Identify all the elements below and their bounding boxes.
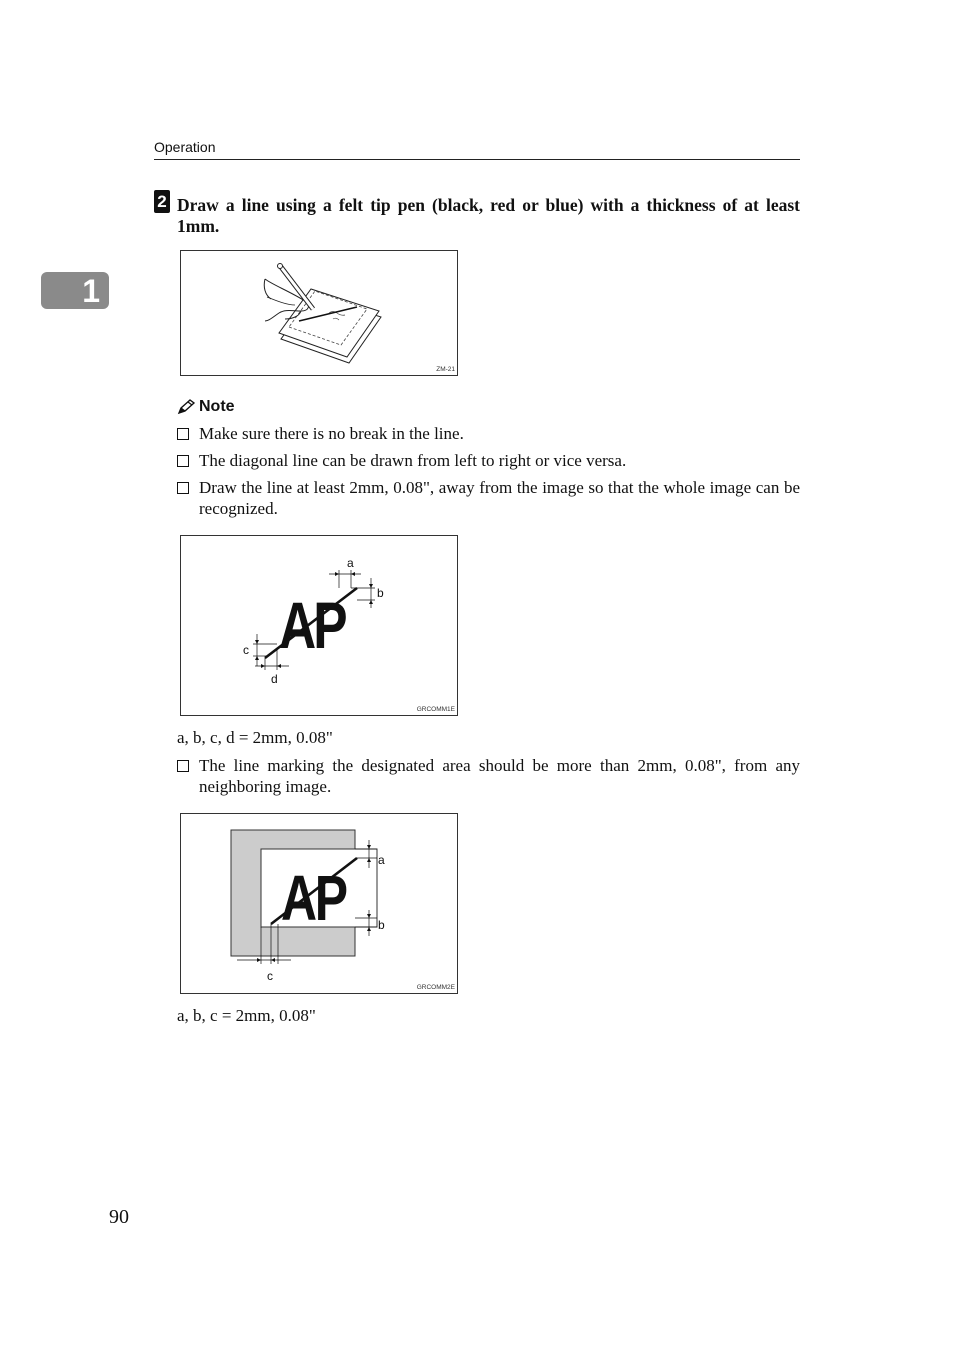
label-c: c bbox=[267, 969, 273, 983]
ap-text: AP bbox=[281, 863, 349, 935]
note-item-text: The line marking the designated area should be more than 2mm, 0.08", from any neighboring image. bbox=[199, 756, 800, 796]
pen-drawing-illustration bbox=[181, 251, 457, 375]
chapter-tab bbox=[41, 272, 109, 309]
figure-code: ZM-21 bbox=[436, 366, 455, 373]
figure-code: GRCOMM1E bbox=[416, 706, 455, 713]
note-item-text: Make sure there is no break in the line. bbox=[199, 424, 464, 443]
running-header: Operation bbox=[154, 139, 216, 155]
figure-code: GRCOMM2E bbox=[416, 984, 455, 991]
figure-caption: a, b, c, d = 2mm, 0.08" bbox=[177, 728, 333, 747]
header-rule bbox=[154, 159, 800, 160]
note-item bbox=[177, 450, 800, 471]
step-number-badge: 2 bbox=[154, 190, 170, 213]
checkbox-icon bbox=[177, 455, 189, 467]
ap-text: AP bbox=[279, 587, 348, 663]
note-item bbox=[177, 755, 800, 797]
label-b: b bbox=[378, 918, 385, 932]
note-item-text: The diagonal line can be drawn from left to right or vice versa. bbox=[199, 451, 627, 470]
neighbor-margin-diagram bbox=[181, 814, 457, 993]
label-a: a bbox=[347, 556, 354, 570]
margin-diagram bbox=[181, 536, 457, 715]
figure-caption: a, b, c = 2mm, 0.08" bbox=[177, 1006, 316, 1025]
figure-neighbor-margin bbox=[180, 813, 458, 994]
note-item-text: Draw the line at least 2mm, 0.08", away from the image so that the whole image can be recognized. bbox=[199, 478, 800, 518]
page-number: 90 bbox=[109, 1206, 129, 1228]
step-instruction: Draw a line using a felt tip pen (black, red or blue) with a thickness of at least 1mm. bbox=[177, 195, 800, 236]
pencil-icon bbox=[177, 399, 195, 415]
note-item bbox=[177, 423, 800, 444]
label-b: b bbox=[377, 586, 384, 600]
note-heading bbox=[177, 398, 235, 416]
label-a: a bbox=[378, 853, 385, 867]
figure-line-margin bbox=[180, 535, 458, 716]
note-title: Note bbox=[199, 398, 235, 415]
label-d: d bbox=[271, 672, 278, 686]
checkbox-icon bbox=[177, 482, 189, 494]
label-c: c bbox=[243, 643, 249, 657]
figure-pen-drawing bbox=[180, 250, 458, 376]
checkbox-icon bbox=[177, 760, 189, 772]
note-item bbox=[177, 477, 800, 519]
chapter-number: 1 bbox=[82, 273, 100, 309]
checkbox-icon bbox=[177, 428, 189, 440]
